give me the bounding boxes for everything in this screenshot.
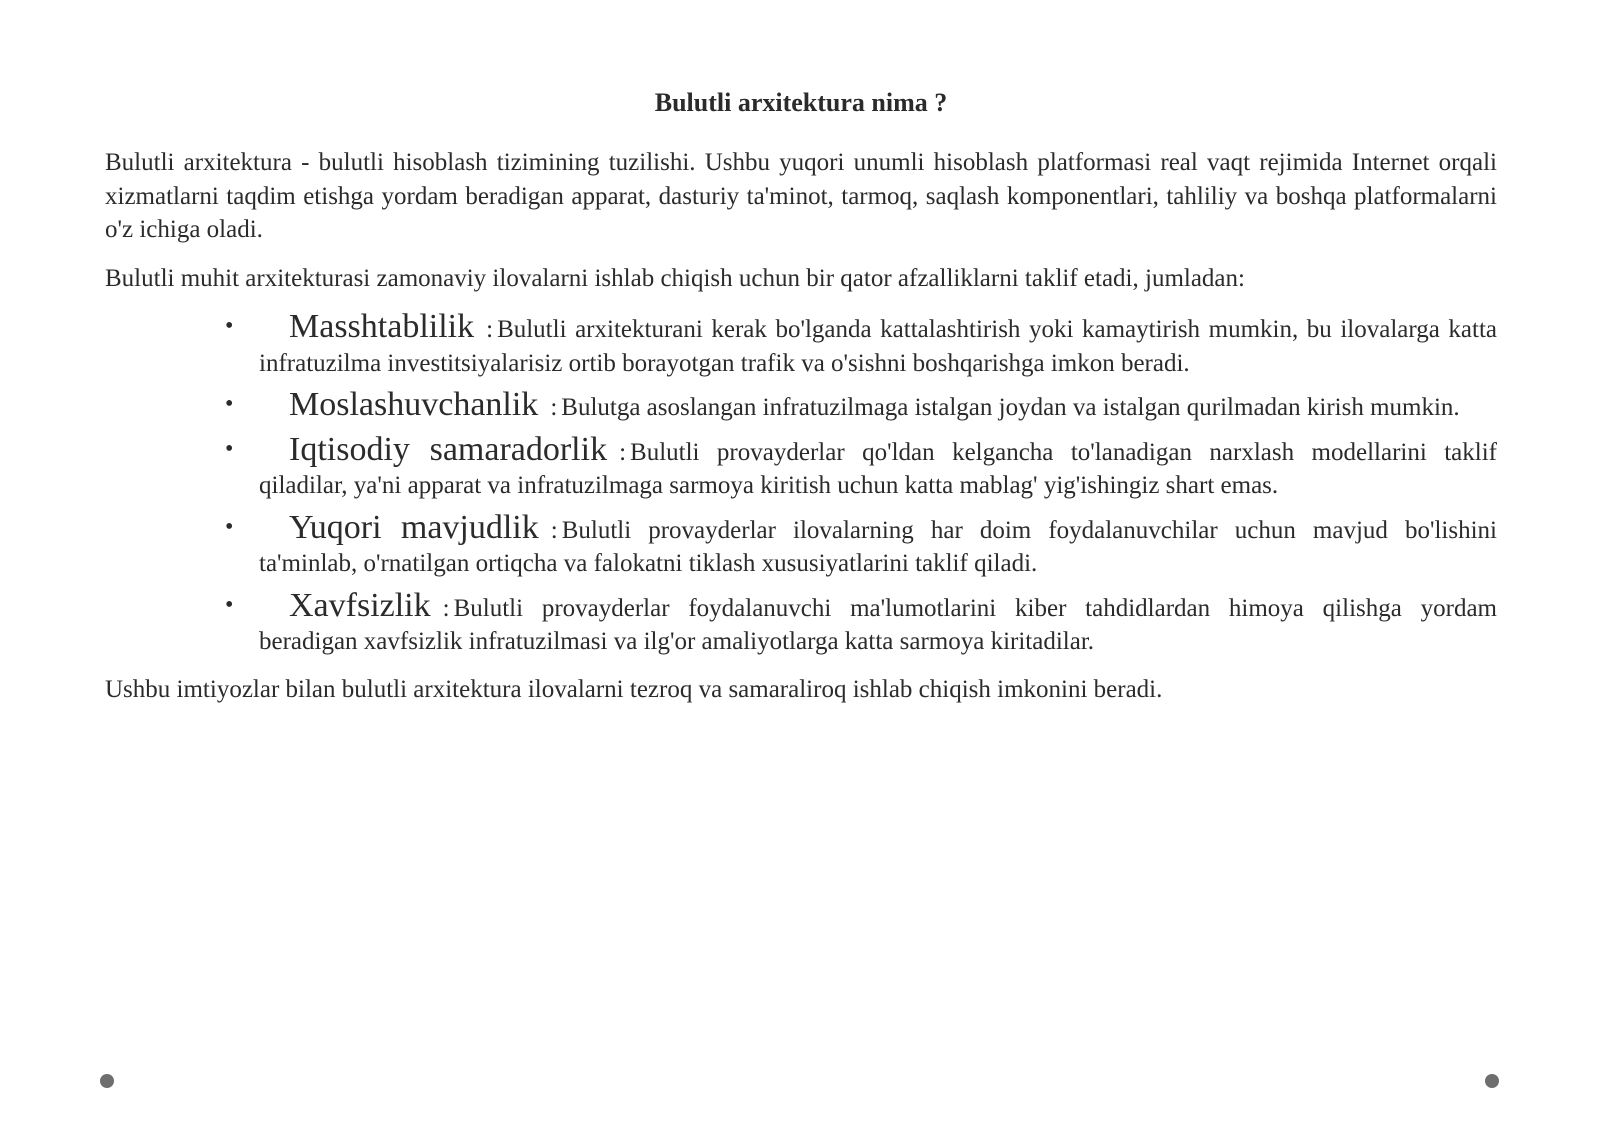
features-list: [105, 310, 1497, 659]
bullet-icon: •: [225, 391, 234, 417]
feature-text: Bulutli provayderlar ilovalarning har doim foydalanuvchilar uchun mavjud bo'lishini ta'minlab, o'rnatilgan ortiqcha va falokatni tiklash xususiyatlarini taklif qiladi.: [259, 516, 1497, 577]
feature-text: Bulutli arxitekturani kerak bo'lganda kattalashtirish yoki kamaytirish mumkin, bu ilovalarga katta infratuzilma investitsiyalarisiz ortib borayotgan trafik va o'sishni boshqarishga imkon beradi.: [259, 316, 1497, 377]
feature-term: Iqtisodiy samaradorlik: [289, 430, 608, 468]
term-separator: :: [550, 516, 558, 544]
feature-text: Bulutli provayderlar foydalanuvchi ma'lumotlarini kiber tahdidlardan himoya qilishga yordam beradigan xavfsizlik infratuzilmasi va ilg'or amaliyotlarga katta sarmoya kiritadilar.: [259, 594, 1497, 655]
page-title: Bulutli arxitektura nima ?: [654, 88, 948, 117]
feature-text: Bulutli provayderlar qo'ldan kelgancha to'lanadigan narxlash modellarini taklif qiladilar, ya'ni apparat va infratuzilmaga sarmoya kiritish uchun katta mablag' yig'ishingiz shart emas.: [259, 438, 1497, 499]
feature-term: Masshtablilik: [289, 308, 475, 345]
term-separator: :: [619, 438, 627, 466]
intro-paragraph: Bulutli arxitektura - bulutli hisoblash tizimining tuzilishi. Ushbu yuqori unumli hisoblash platformasi real vaqt rejimida Internet orqali xizmatlarni taqdim etishga yordam beradigan apparat, dasturiy ta'minot, tarmoq, saqlash komponentlari, tahliliy va boshqa platformalarni o'z ichiga oladi.: [105, 149, 1497, 243]
list-item: [225, 386, 1497, 425]
corner-dot-icon: [1485, 1074, 1499, 1088]
list-item: [225, 586, 1497, 659]
bullet-icon: •: [225, 313, 234, 339]
feature-term: Yuqori mavjudlik: [289, 508, 539, 546]
lead-paragraph: Bulutli muhit arxitekturasi zamonaviy ilovalarni ishlab chiqish uchun bir qator afzalliklarni taklif etadi, jumladan:: [105, 264, 1245, 292]
list-item: [225, 430, 1497, 503]
document-page: [105, 86, 1497, 721]
conclusion-paragraph: Ushbu imtiyozlar bilan bulutli arxitektura ilovalarni tezroq va samaraliroq ishlab chiqish imkonini beradi.: [105, 675, 1163, 703]
feature-term: Xavfsizlik: [289, 586, 431, 624]
term-separator: :: [442, 594, 450, 622]
list-item: [225, 508, 1497, 581]
bullet-icon: •: [225, 591, 234, 618]
feature-term: Moslashuvchanlik: [289, 386, 539, 423]
term-separator: :: [550, 394, 558, 421]
bullet-icon: •: [225, 513, 234, 540]
corner-dot-icon: [100, 1074, 114, 1088]
bullet-icon: •: [225, 435, 234, 462]
list-item: [225, 308, 1497, 380]
feature-text: Bulutga asoslangan infratuzilmaga istalgan joydan va istalgan qurilmadan kirish mumkin.: [561, 394, 1460, 421]
term-separator: :: [486, 316, 494, 343]
